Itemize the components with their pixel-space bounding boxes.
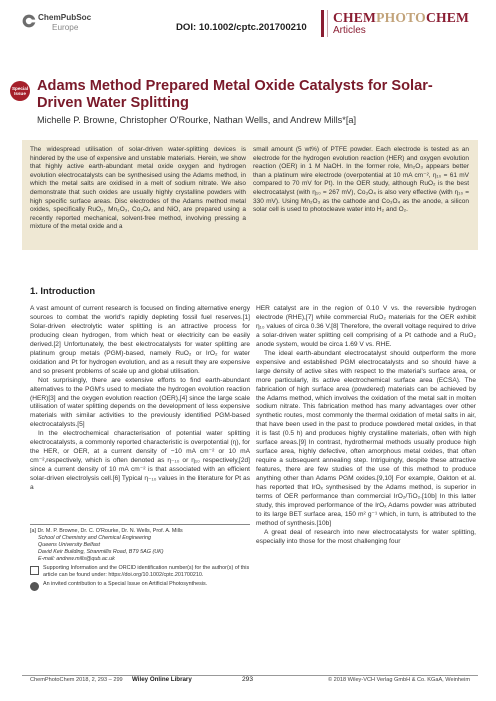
affiliation-address: David Keir Building, Stranmillis Road, BT9 5AG (UK) (38, 549, 164, 555)
chempubsoc-logo-icon (22, 14, 36, 28)
abstract-right: small amount (5 wt%) of PTFE powder. Each electrode is tested as an electrode for the hydrogen evolution reaction (HER) and oxygen evolution reaction (OER) in 1 M NaOH. In the former role, Mn₂O₃ appears better than a platinum wire electrode (overpotential at 10 mA cm⁻², η₁₀ = 61 mV compared to 70 mV for Pt). In the OER study, although RuO₂ is the best electrocatalyst (with η₁₀ = 267 mV), Co₃O₄ is also very effective (with η₁₀ = 330 mV). Using Mn₂O₃ as the cathode and Co₃O₄ as the anode, a silicon solar cell is used to photocleave water into H₂ and O₂. (253, 146, 469, 214)
badge-line1: Special (11, 86, 29, 91)
supporting-info-row (30, 565, 252, 579)
journal-title-part3: CHEM (425, 10, 470, 25)
paragraph: The ideal earth-abundant electrocatalyst should outperform the more expensive and established PGM electrocatalysts and so should have a large density of active sites with respect to the material's surface area, or more particularly, its active electrochemical surface area (ECSA). The fabrication of high surface area (powdered) materials can be achieved by the Adams method, which involves the oxidation of the metal salt in molten sodium nitrate. This fabrication method has many advantages over other synthetic routes, most commonly the thermal oxidation of metal salts in air, that have been used in the past to produce powdered metal oxides, in that it is fast (0.5 h) and produces highly crystalline materials, often with high surface areas.[9] In contrast, hydrothermal methods usually produce high surface area, highly defective, often amorphous metal oxides, that often require a subsequent annealing step. Intriguingly, despite these attractive features, there are few studies of the use of this method to produce anything other than Adams PGM oxides.[9,10] For example, Oakton et al. has reported that IrOₓ synthesised by the Adams method, is superior in terms of OER performance than commercial IrO₂/TiO₂.[10b] In this latter study, this improved performance of the IrOₓ Adams powder was attributed to its large BET surface area, 150 m² g⁻¹ which, in turn, is attributed to the method of synthesis.[10b] (256, 349, 476, 527)
paragraph: A vast amount of current research is focused on finding alternative energy sources to combat the world's rapidly depleting fossil fuel reserves.[1] Solar-driven electrolytic water splitting is an attractive process for producing clean hydrogen, from which heat or electricity can be easily derived.[2] Unfortunately, the best electrocatalysts for water splitting are platinum group metals (PGM)-based, namely RuO₂ or IrO₂ for water oxidation and Pt for hydrogen evolution, and as a result they are expensive and so present problems of scale up and global utilisation. (30, 305, 250, 375)
special-issue-badge (10, 81, 30, 101)
journal-bar-accent-light (327, 10, 328, 37)
journal-bar-accent (321, 10, 324, 37)
paragraph: A great deal of research into new electrocatalysts for water splitting, especially into those for the most challenging four (256, 528, 476, 545)
doi-label[interactable]: DOI: 10.1002/cptc.201700210 (176, 22, 307, 33)
publisher-name: ChemPubSoc (38, 13, 92, 22)
footer-library-link[interactable]: Wiley Online Library (132, 676, 192, 683)
affiliation-authors: [a] Dr. M. P. Browne, Dr. C. O'Rourke, Dr. N. Wells, Prof. A. Mills (30, 528, 183, 534)
section-label: Articles (333, 25, 366, 36)
footer-copyright: © 2018 Wiley-VCH Verlag GmbH & Co. KGaA, Weinheim (328, 677, 471, 683)
info-icon (30, 582, 39, 591)
paragraph: HER catalyst are in the region of 0.10 V vs. the reversible hydrogen electrode (RHE),[7] while commercial RuO₂ materials for the OER exhibit η₁₀ values of circa 0.36 V.[8] Therefore, the overall voltage required to drive a solar-driven water splitting cell comprising of a Pt cathode and a RuO₂ anode system, would be circa 1.69 V vs. RHE. (256, 305, 476, 348)
affiliation-school: School of Chemistry and Chemical Engineering (38, 535, 151, 541)
paragraph: In the electrochemical characterisation of potential water splitting electrocatalysts, a commonly reported characteristic is overpotential (η), for the HER, or OER, at a current density of −10 mA cm⁻² or 10 mA cm⁻²,respectively, which is often denoted as η₋₁₀ or η₁₀ respectively,[2d] since a current density of 10 mA cm⁻² is that associated with an efficient solar-driven electrolysis cell.[6] Typical η₋₁₀ values in the literature for Pt as a (30, 430, 250, 492)
special-issue-row (30, 581, 252, 591)
body-column-left (30, 305, 250, 493)
section-heading: 1. Introduction (30, 285, 96, 296)
footnote-block (30, 528, 252, 591)
journal-title (333, 10, 469, 26)
document-icon (30, 566, 39, 575)
affiliation-university: Queens University Belfast (38, 542, 101, 548)
badge-line2: Issue (14, 91, 26, 96)
journal-title-part1: CHEM (333, 10, 377, 25)
article-title: Adams Method Prepared Metal Oxide Catalysts for Solar-Driven Water Splitting (37, 78, 433, 111)
body-column-right (256, 305, 476, 547)
supporting-info-text[interactable]: Supporting Information and the ORCID identification number(s) for the author(s) of this article can be found under: https://doi.org/10.1002/cptc.201700210. (43, 565, 250, 578)
author-list: Michelle P. Browne, Christopher O'Rourke, Nathan Wells, and Andrew Mills*[a] (37, 115, 357, 125)
footer-citation: ChemPhotoChem 2018, 2, 293 – 299 (30, 677, 123, 683)
paragraph: Not surprisingly, there are extensive efforts to find earth-abundant alternatives to the PGM's used to mediate the hydrogen evolution reaction (HER)[3] and the oxygen evolution reaction (OER),[4] since the large scale utilisation of water splitting depends on the development of less expensive materials with similar activities to the previously identified PGM-based electrocatalysts.[5] (30, 376, 250, 429)
publisher-sub: Europe (52, 23, 79, 32)
footnote-divider (30, 524, 250, 525)
affiliation-email[interactable]: E-mail: andrew.mills@qub.ac.uk (38, 556, 115, 562)
page-number: 293 (242, 676, 254, 683)
journal-title-part2: PHOTO (376, 10, 426, 25)
special-issue-text: An invited contribution to a Special Issue on Artificial Photosynthesis. (43, 581, 208, 587)
abstract-left: The widespread utilisation of solar-driven water-splitting devices is hindered by the use of expensive and unstable materials. Herein, we show that highly active earth-abundant metal oxide oxygen and hydrogen evolution electrocatalysts can be synthesised using the Adams method, in which the metal salts are oxidised in a melt of sodium nitrate. We also demonstrate that such oxides are usually highly crystalline powders with high specific surface areas. Disc electrodes of the Adams method metal oxides, specifically RuO₂, Mn₂O₃, Co₃O₄ and NiO, are prepared using a recently reported mechanical, solvent-free method, involving pressing a mixture of the metal oxide and a (30, 146, 246, 231)
